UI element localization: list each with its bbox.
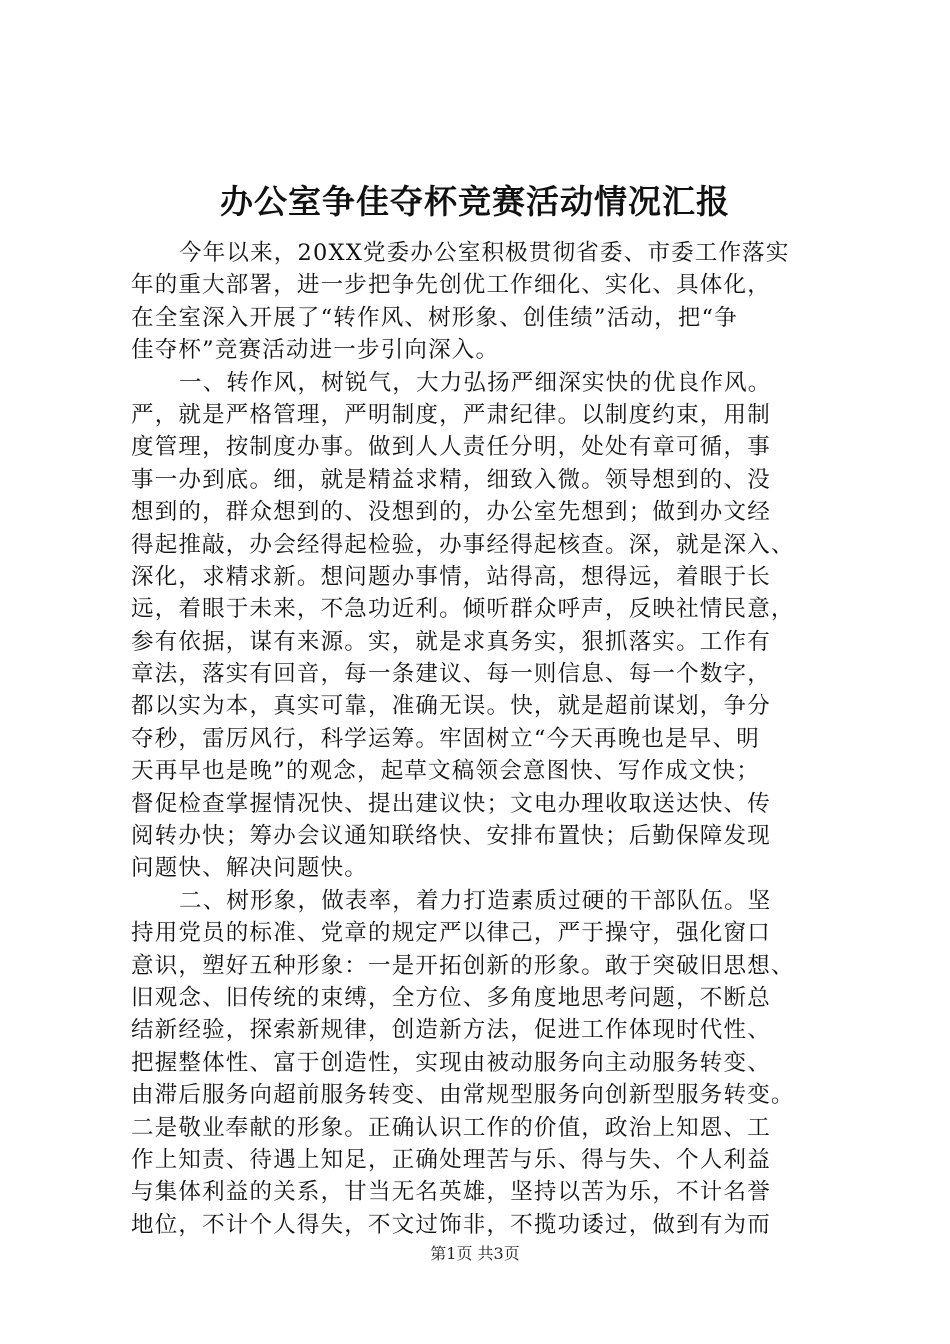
text-line: 参有依据，谋有来源。实，就是求真务实，狠抓落实。工作有 [131, 628, 771, 655]
text-line: 严，就是严格管理，严明制度，严肃纪律。以制度约束，用制 [131, 401, 771, 428]
text-line: 今年以来，20XX党委办公室积极贯彻省委、市委工作落实 [179, 240, 790, 266]
text-line: 旧观念、旧传统的束缚，全方位、多角度地思考问题，不断总 [131, 984, 771, 1011]
text-line: 持用党员的标准、党章的规定严以律己，严于操守，强化窗口 [131, 920, 771, 947]
text-line: 年的重大部署，进一步把争先创优工作细化、实化、具体化， [131, 272, 771, 299]
text-line: 事一办到底。细，就是精益求精，细致入微。领导想到的、没 [131, 466, 771, 493]
text-line: 夺秒，雷厉风行，科学运筹。牢固树立“今天再晚也是早、明 [131, 725, 760, 752]
text-line: 章法，落实有回音，每一条建议、每一则信息、每一个数字， [131, 661, 771, 688]
text-line: 把握整体性、富于创造性，实现由被动服务向主动服务转变、 [131, 1049, 771, 1076]
text-line: 结新经验，探索新规律，创造新方法，促进工作体现时代性、 [131, 1017, 771, 1044]
text-line: 与集体利益的关系，甘当无名英雄，坚持以苦为乐，不计名誉 [131, 1179, 771, 1206]
document-body [131, 237, 851, 1241]
text-line: 得起推敲，办会经得起检验，办事经得起核查。深，就是深入、 [131, 531, 795, 558]
text-line: 在全室深入开展了“转作风、树形象、创佳绩”活动，把“争 [131, 304, 738, 331]
text-line: 二、树形象，做表率，着力打造素质过硬的干部队伍。坚 [179, 887, 772, 914]
text-line: 意识，塑好五种形象：一是开拓创新的形象。敢于突破旧思想、 [131, 952, 795, 979]
text-line: 远，着眼于未来，不急功近利。倾听群众呼声，反映社情民意， [131, 596, 795, 623]
text-line: 督促检查掌握情况快、提出建议快；文电办理收取送达快、传 [131, 790, 771, 817]
text-line: 问题快、解决问题快。 [131, 855, 369, 882]
text-line: 深化，求精求新。想问题办事情，站得高，想得远，着眼于长 [131, 563, 771, 590]
page-number-footer: 第1页 共3页 [430, 1244, 520, 1263]
text-line: 想到的，群众想到的、没想到的，办公室先想到；做到办文经 [131, 499, 771, 526]
text-line: 由滞后服务向超前服务转变、由常规型服务向创新型服务转变。 [131, 1082, 795, 1109]
text-line: 二是敬业奉献的形象。正确认识工作的价值，政治上知恩、工 [131, 1114, 771, 1141]
text-line: 地位，不计个人得失，不文过饰非，不揽功诿过，做到有为而 [131, 1211, 771, 1238]
text-line: 都以实为本，真实可靠，准确无误。快，就是超前谋划，争分 [131, 693, 771, 720]
text-line: 天再早也是晚”的观念，起草文稿领会意图快、写作成文快； [131, 758, 760, 785]
text-line: 佳夺杯”竞赛活动进一步引向深入。 [131, 337, 500, 364]
text-line: 作上知责、待遇上知足，正确处理苦与乐、得与失、个人利益 [131, 1146, 771, 1173]
text-line: 度管理，按制度办事。做到人人责任分明，处处有章可循，事 [131, 434, 771, 461]
document-title: 办公室争佳夺杯竞赛活动情况汇报 [220, 182, 730, 221]
text-line: 阅转办快；筹办会议通知联络快、安排布置快；后勤保障发现 [131, 823, 771, 850]
text-line: 一、转作风，树锐气，大力弘扬严细深实快的优良作风。 [179, 369, 772, 396]
